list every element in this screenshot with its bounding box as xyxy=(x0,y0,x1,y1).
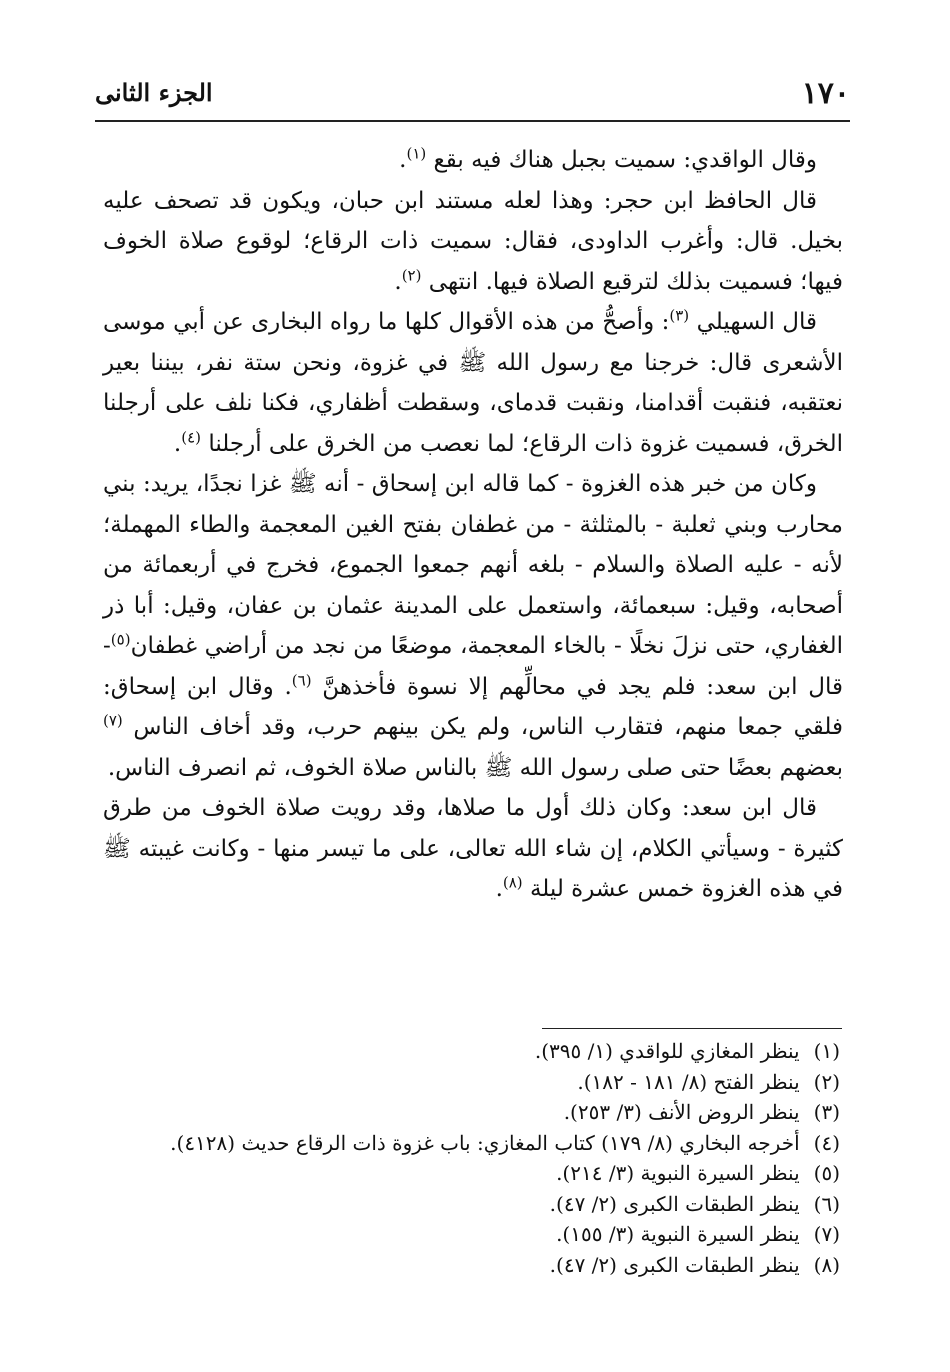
footnote-text: ينظر الطبقات الكبرى (٢/ ٤٧). xyxy=(549,1252,800,1277)
paragraph-text: . xyxy=(399,147,407,173)
paragraph-text: . وقال ابن إسحاق: فلقي جمعا منهم، فتقارب الناس، ولم يكن بينهم حرب، وقد أخاف الناس xyxy=(103,673,843,740)
header-rule xyxy=(95,120,850,122)
footnote-ref: (٧) xyxy=(103,711,123,730)
footnote-number: (٧) xyxy=(813,1222,840,1246)
footnote-ref: (٤) xyxy=(181,427,202,446)
footnote-number: (٨) xyxy=(813,1252,840,1277)
paragraph-text: قال ابن سعد: وكان ذلك أول ما صلاها، وقد رويت صلاة الخوف من طرق كثيرة - وسيأتي الكلام، إن شاء الله تعالى، على ما تيسر منها - وكانت غيبته ﷺ في هذه الغزوة خمس عشرة ليلة xyxy=(103,795,843,902)
paragraph xyxy=(103,181,843,303)
paragraph xyxy=(103,140,843,181)
footnote-ref: (٦) xyxy=(291,670,312,689)
body-text xyxy=(103,140,843,910)
footnote-ref: (٢) xyxy=(401,265,422,284)
footnote-text: ينظر المغازي للواقدي (١/ ٣٩٥). xyxy=(534,1039,800,1063)
footnotes xyxy=(120,1036,840,1280)
paragraph xyxy=(103,302,843,464)
footnote xyxy=(120,1067,840,1098)
footnote-text: ينظر الطبقات الكبرى (٢/ ٤٧). xyxy=(549,1191,800,1216)
footnote-number: (٦) xyxy=(813,1191,840,1216)
paragraph xyxy=(103,788,843,910)
footnote xyxy=(120,1128,840,1159)
footnote-number: (٣) xyxy=(813,1100,840,1124)
paragraph-text: قال السهيلي xyxy=(689,309,818,335)
paragraph-text: قال الحافظ ابن حجر: وهذا لعله مستند ابن حبان، ويكون قد تصحف عليه بخيل. قال: وأغرب الداودى، فقال: سميت ذات الرقاع؛ لوقوع صلاة الخوف فيها؛ فسميت بذلك لترقيع الصلاة فيها. انتهى xyxy=(103,187,843,295)
footnote-ref: (٥) xyxy=(110,630,131,649)
footnote-text: ينظر الفتح (٨/ ١٨١ - ١٨٢). xyxy=(577,1069,800,1094)
paragraph-text: - قال ابن سعد: فلم يجد في محالِّهم إلا نسوة فأخذهنَّ xyxy=(103,633,843,700)
footnote-text: أخرجه البخاري (٨/ ١٧٩) كتاب المغازي: باب غزوة ذات الرقاع حديث (٤١٢٨). xyxy=(170,1130,800,1155)
footnote xyxy=(120,1158,840,1189)
footnote-text: ينظر السيرة النبوية (٣/ ٢١٤). xyxy=(556,1161,800,1185)
footnote xyxy=(120,1219,840,1250)
footnote xyxy=(120,1250,840,1281)
paragraph-text: بعضهم بعضًا حتى صلى رسول الله ﷺ بالناس صلاة الخوف، ثم انصرف الناس. xyxy=(107,754,843,781)
paragraph-text: . xyxy=(394,268,402,295)
footnote-separator xyxy=(542,1028,842,1029)
page-header xyxy=(95,68,850,112)
footnote-number: (٥) xyxy=(813,1161,840,1185)
page-number: ١٧٠ xyxy=(801,76,850,111)
paragraph-text: . xyxy=(495,876,503,902)
footnote xyxy=(120,1097,840,1128)
running-title: الجزء الثانى xyxy=(95,78,213,107)
footnote-text: ينظر الروض الأنف (٣/ ٢٥٣). xyxy=(563,1100,800,1124)
footnote xyxy=(120,1036,840,1067)
footnote xyxy=(120,1189,840,1220)
footnote-number: (٢) xyxy=(813,1069,840,1094)
footnote-ref: (٣) xyxy=(669,306,690,325)
footnote-ref: (٨) xyxy=(502,873,523,892)
footnote-ref: (١) xyxy=(406,144,427,163)
paragraph-text: . xyxy=(173,430,182,457)
paragraph xyxy=(103,464,843,788)
footnote-number: (٤) xyxy=(813,1130,840,1155)
paragraph-text: : وأصحُّ من هذه الأقوال كلها ما رواه البخارى عن أبي موسى الأشعرى قال: خرجنا مع رسول الله ﷺ في غزوة، ونحن ستة نفر، بيننا بعير نعتقبه، فنقبت أقدامنا، ونقبت قدماى، وسقطت أظفاري، فكنا نلف على أرجلنا الخرق، فسميت غزوة ذات الرقاع؛ لما نعصب من الخرق على أرجلنا xyxy=(103,309,843,457)
footnote-number: (١) xyxy=(813,1039,840,1063)
footnote-text: ينظر السيرة النبوية (٣/ ١٥٥). xyxy=(556,1222,800,1246)
paragraph-text: وكان من خبر هذه الغزوة - كما قاله ابن إسحاق - أنه ﷺ غزا نجدًا، يريد: بني محارب وبني ثعلبة - بالمثلثة - من غطفان بفتح الغين المعجمة والطاء المهملة؛ لأنه - عليه الصلاة والسلام - بلغه أنهم جمعوا الجموع، فخرج في أربعمائة من أصحابه، وقيل: سبعمائة، واستعمل على المدينة عثمان بن عفان، وقيل: أبا ذر الغفاري، حتى نزلَ نخلًا - بالخاء المعجمة، موضعًا من نجد من أراضي غطفان xyxy=(103,471,843,659)
paragraph-text: وقال الواقدي: سميت بجبل هناك فيه بقع xyxy=(426,147,817,173)
